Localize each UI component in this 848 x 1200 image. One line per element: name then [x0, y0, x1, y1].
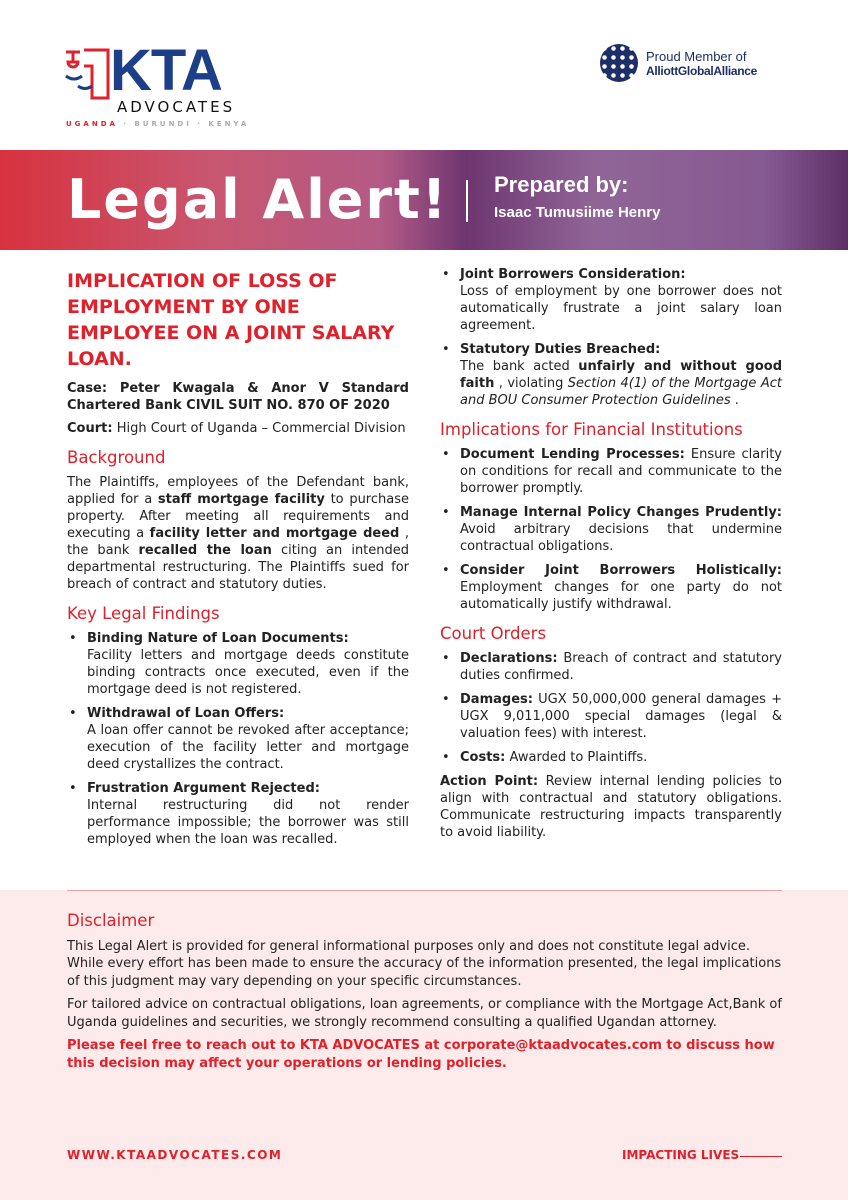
section-heading: Implications for Financial Institutions: [440, 420, 743, 439]
text-segment: .: [734, 393, 739, 408]
left-column: [67, 268, 409, 855]
section-heading: Key Legal Findings: [67, 604, 220, 623]
banner: [0, 150, 848, 250]
finding-heading: Joint Borrowers Consideration:: [460, 267, 686, 282]
country-others: · BURUNDI · KENYA: [117, 120, 250, 128]
text-segment: Section 4(1) of the Mortgage Act and BOU Consumer Protection Guidelines: [460, 376, 782, 408]
text-segment: The Plaintiffs, employees of the Defendant bank, applied for a: [67, 475, 409, 507]
finding-item: [67, 780, 409, 848]
finding-body: [87, 722, 409, 773]
divider: [67, 890, 782, 891]
list-item: [440, 562, 782, 613]
section-heading: Background: [67, 448, 166, 467]
text-segment: staff mortgage facility: [157, 492, 325, 507]
finding-item: [440, 341, 782, 409]
text-segment: , violating: [498, 376, 564, 391]
logo-text: KTA: [110, 38, 222, 103]
text-segment: citing an intended departmental restructuring. The Plaintiffs sued for breach of contract and statutory duties.: [67, 543, 410, 592]
text-segment: The bank acted: [460, 359, 570, 374]
finding-heading: Frustration Argument Rejected:: [87, 781, 320, 796]
finding-body: [460, 358, 782, 409]
text-segment: A loan offer cannot be revoked after acceptance; execution of the facility letter and mortgage deed crystallizes the contract.: [87, 723, 409, 772]
text-segment: Ensure clarity on conditions for recall and communicate to the borrower promptly.: [460, 447, 782, 496]
list-item: [440, 691, 782, 742]
paragraph: [67, 474, 409, 593]
contact-cta: Please feel free to reach out to KTA ADVOCATES at corporate@ktaadvocates.com to discuss how this decision may affect your operations or lending policies.: [67, 1038, 775, 1071]
text-segment: Action Point:: [440, 774, 539, 789]
tagline-line: [740, 1156, 782, 1157]
text-segment: unfairly and without good faith: [460, 359, 783, 391]
list-item: [440, 504, 782, 555]
text-segment: Avoid arbitrary decisions that undermine contractual obligations.: [460, 522, 782, 554]
paragraph: [440, 773, 782, 841]
text-segment: Consider Joint Borrowers Holistically:: [460, 563, 782, 578]
finding-item: [67, 705, 409, 773]
text-segment: Manage Internal Policy Changes Prudently:: [460, 505, 782, 520]
text-segment: UGX 50,000,000 general damages + UGX 9,011,000 special damages (legal & valuation fees) with interest.: [460, 692, 782, 741]
disclaimer-advice: For tailored advice on contractual obligations, loan agreements, or compliance with the Mortgage Act,Bank of Uganda guidelines and securities, we strongly recommend consulting a qualified Ugandan attorney.: [67, 997, 782, 1030]
text-segment: Facility letters and mortgage deeds constitute binding contracts once executed, even if the mortgage deed is not registered.: [87, 648, 409, 697]
disclaimer-text: This Legal Alert is provided for general informational purposes only and does not constitute legal advice. While every effort has been made to ensure the accuracy of the information presented, the legal implications of this judgment may vary depending on your specific circumstances.: [67, 938, 782, 989]
text-segment: Employment changes for one party do not automatically justify withdrawal.: [460, 580, 782, 612]
text-segment: recalled the loan: [138, 543, 272, 558]
text-segment: Costs:: [460, 750, 506, 765]
text-segment: Review internal lending policies to align with contractual and statutory obligations. Communicate restructuring impacts transparently to avoid liability.: [440, 774, 782, 840]
disclaimer-heading: Disclaimer: [67, 911, 155, 930]
finding-body: [460, 283, 782, 334]
finding-heading: Statutory Duties Breached:: [460, 342, 661, 357]
text-segment: , the bank: [67, 526, 410, 558]
list-item: [440, 749, 782, 766]
scales-of-justice-icon: [64, 46, 112, 102]
text-segment: Court:: [67, 421, 113, 436]
countries: [66, 120, 249, 128]
alliance-badge: [600, 44, 757, 82]
logo-subtext: ADVOCATES: [117, 98, 236, 116]
text-segment: to purchase property. After meeting all requirements and executing a: [67, 492, 409, 541]
tagline: IMPACTING LIVES: [622, 1148, 740, 1162]
paragraph: [67, 380, 409, 414]
text-segment: Internal restructuring did not render performance impossible; the borrower was still employed when the loan was recalled.: [87, 798, 409, 847]
text-segment: Damages:: [460, 692, 533, 707]
text-segment: facility letter and mortgage deed: [149, 526, 400, 541]
alert-title: IMPLICATION OF LOSS OF EMPLOYMENT BY ONE EMPLOYEE ON A JOINT SALARY LOAN.: [67, 270, 395, 370]
finding-heading: Binding Nature of Loan Documents:: [87, 631, 349, 646]
text-segment: Case: Peter Kwagala & Anor V Standard Chartered Bank CIVIL SUIT NO. 870 OF 2020: [67, 381, 409, 413]
alliance-line2: AlliottGlobalAlliance: [646, 63, 758, 78]
kta-logo: [64, 38, 250, 134]
list-item: [440, 446, 782, 497]
text-segment: Breach of contract and statutory duties confirmed.: [460, 651, 782, 683]
prepared-label: Prepared by:: [494, 172, 629, 197]
text-segment: Declarations:: [460, 651, 558, 666]
text-segment: Loss of employment by one borrower does not automatically frustrate a joint salary loan agreement.: [460, 284, 782, 333]
paragraph: [67, 420, 409, 437]
text-segment: Document Lending Processes:: [460, 447, 685, 462]
country-uganda: UGANDA: [66, 120, 118, 128]
list-item: [440, 650, 782, 684]
alliance-line1: Proud Member of: [646, 48, 747, 64]
globe-icon: [600, 44, 638, 82]
banner-title: Legal Alert!: [67, 168, 449, 231]
website-link[interactable]: WWW.KTAADVOCATES.COM: [67, 1148, 283, 1162]
finding-heading: Withdrawal of Loan Offers:: [87, 706, 285, 721]
disclaimer: [67, 912, 782, 1078]
banner-divider: [466, 180, 468, 222]
finding-body: [87, 797, 409, 848]
finding-body: [87, 647, 409, 698]
text-segment: High Court of Uganda – Commercial Division: [116, 421, 406, 436]
author: Isaac Tumusiime Henry: [494, 204, 661, 221]
finding-item: [440, 266, 782, 334]
text-segment: Awarded to Plaintiffs.: [509, 750, 648, 765]
finding-item: [67, 630, 409, 698]
section-heading: Court Orders: [440, 624, 547, 643]
right-column: [440, 266, 782, 847]
